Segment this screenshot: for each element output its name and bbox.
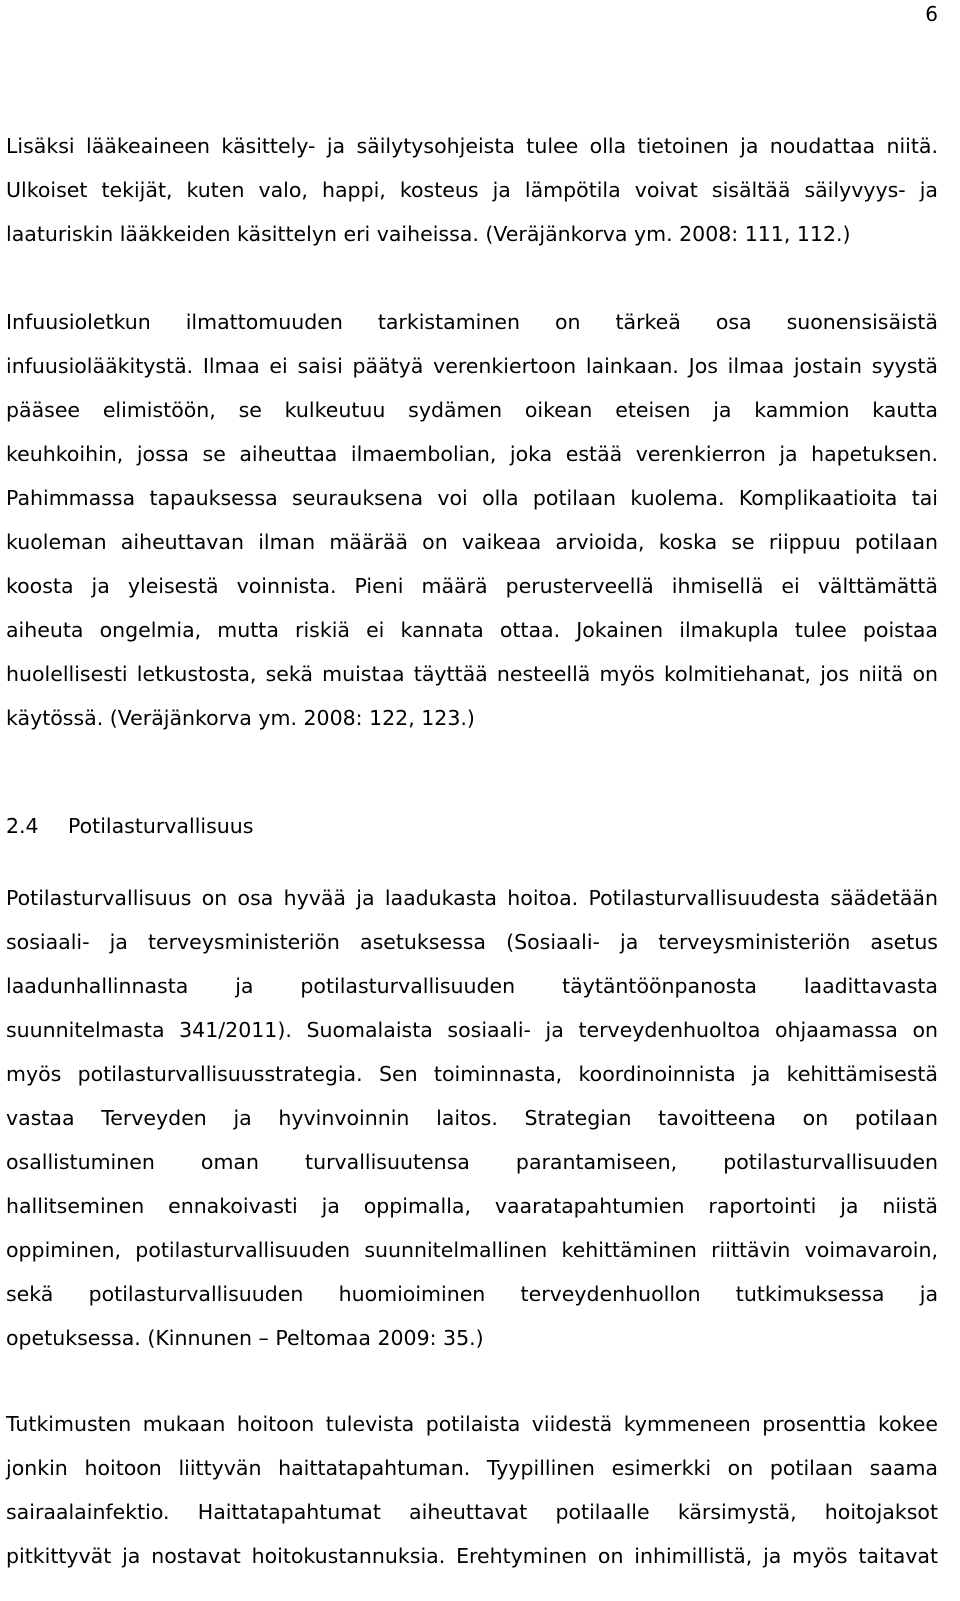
paragraph-1-line: Ulkoiset tekijät, kuten valo, happi, kosteus ja lämpötila voivat sisältää säilyvyys- ja: [6, 178, 938, 202]
paragraph-3-line: opetuksessa. (Kinnunen – Peltomaa 2009: 35.): [6, 1326, 484, 1350]
paragraph-2-line: koosta ja yleisestä voinnista. Pieni määrä perusterveellä ihmisellä ei välttämättä: [6, 574, 938, 598]
section-number: 2.4: [6, 814, 39, 838]
paragraph-3-line: sosiaali- ja terveysministeriön asetuksessa (Sosiaali- ja terveysministeriön asetus: [6, 930, 938, 954]
paragraph-2-line: Infuusioletkun ilmattomuuden tarkistaminen on tärkeä osa suonensisäistä: [6, 310, 938, 334]
section-heading: [6, 812, 253, 840]
paragraph-4-line: pitkittyvät ja nostavat hoitokustannuksia. Erehtyminen on inhimillistä, ja myös taitavat: [6, 1544, 938, 1568]
paragraph-3-line: myös potilasturvallisuusstrategia. Sen toiminnasta, koordinoinnista ja kehittämisestä: [6, 1062, 938, 1086]
paragraph-2-line: käytössä. (Veräjänkorva ym. 2008: 122, 123.): [6, 706, 475, 730]
paragraph-3-line: sekä potilasturvallisuuden huomioiminen terveydenhuollon tutkimuksessa ja: [6, 1282, 938, 1306]
paragraph-2-line: Pahimmassa tapauksessa seurauksena voi olla potilaan kuolema. Komplikaatioita tai: [6, 486, 938, 510]
page-number: 6: [925, 2, 938, 26]
paragraph-3-line: laadunhallinnasta ja potilasturvallisuuden täytäntöönpanosta laadittavasta: [6, 974, 938, 998]
paragraph-3-line: suunnitelmasta 341/2011). Suomalaista sosiaali- ja terveydenhuoltoa ohjaamassa on: [6, 1018, 938, 1042]
paragraph-3-line: osallistuminen oman turvallisuutensa parantamiseen, potilasturvallisuuden: [6, 1150, 938, 1174]
paragraph-2-line: keuhkoihin, jossa se aiheuttaa ilmaembolian, joka estää verenkierron ja hapetuksen.: [6, 442, 938, 466]
paragraph-3-line: oppiminen, potilasturvallisuuden suunnitelmallinen kehittäminen riittävin voimavaroin,: [6, 1238, 938, 1262]
paragraph-4-line: sairaalainfektio. Haittatapahtumat aiheuttavat potilaalle kärsimystä, hoitojaksot: [6, 1500, 938, 1524]
paragraph-1-line: Lisäksi lääkeaineen käsittely- ja säilytysohjeista tulee olla tietoinen ja noudattaa niitä.: [6, 134, 938, 158]
paragraph-3-line: vastaa Terveyden ja hyvinvoinnin laitos. Strategian tavoitteena on potilaan: [6, 1106, 938, 1130]
paragraph-3-line: hallitseminen ennakoivasti ja oppimalla, vaaratapahtumien raportointi ja niistä: [6, 1194, 938, 1218]
paragraph-1-line: laaturiskin lääkkeiden käsittelyn eri vaiheissa. (Veräjänkorva ym. 2008: 111, 112.): [6, 222, 851, 246]
paragraph-2-line: infuusiolääkitystä. Ilmaa ei saisi päätyä verenkiertoon lainkaan. Jos ilmaa jostain syystä: [6, 354, 938, 378]
paragraph-2-line: pääsee elimistöön, se kulkeutuu sydämen oikean eteisen ja kammion kautta: [6, 398, 938, 422]
paragraph-2-line: aiheuta ongelmia, mutta riskiä ei kannata ottaa. Jokainen ilmakupla tulee poistaa: [6, 618, 938, 642]
paragraph-2-line: kuoleman aiheuttavan ilman määrää on vaikeaa arvioida, koska se riippuu potilaan: [6, 530, 938, 554]
paragraph-4-line: Tutkimusten mukaan hoitoon tulevista potilaista viidestä kymmeneen prosenttia kokee: [6, 1412, 938, 1436]
paragraph-3-line: Potilasturvallisuus on osa hyvää ja laadukasta hoitoa. Potilasturvallisuudesta säädetään: [6, 886, 938, 910]
section-title: Potilasturvallisuus: [68, 814, 254, 838]
paragraph-4-line: jonkin hoitoon liittyvän haittatapahtuman. Tyypillinen esimerkki on potilaan saama: [6, 1456, 938, 1480]
paragraph-2-line: huolellisesti letkustosta, sekä muistaa täyttää nesteellä myös kolmitiehanat, jos niitä on: [6, 662, 938, 686]
